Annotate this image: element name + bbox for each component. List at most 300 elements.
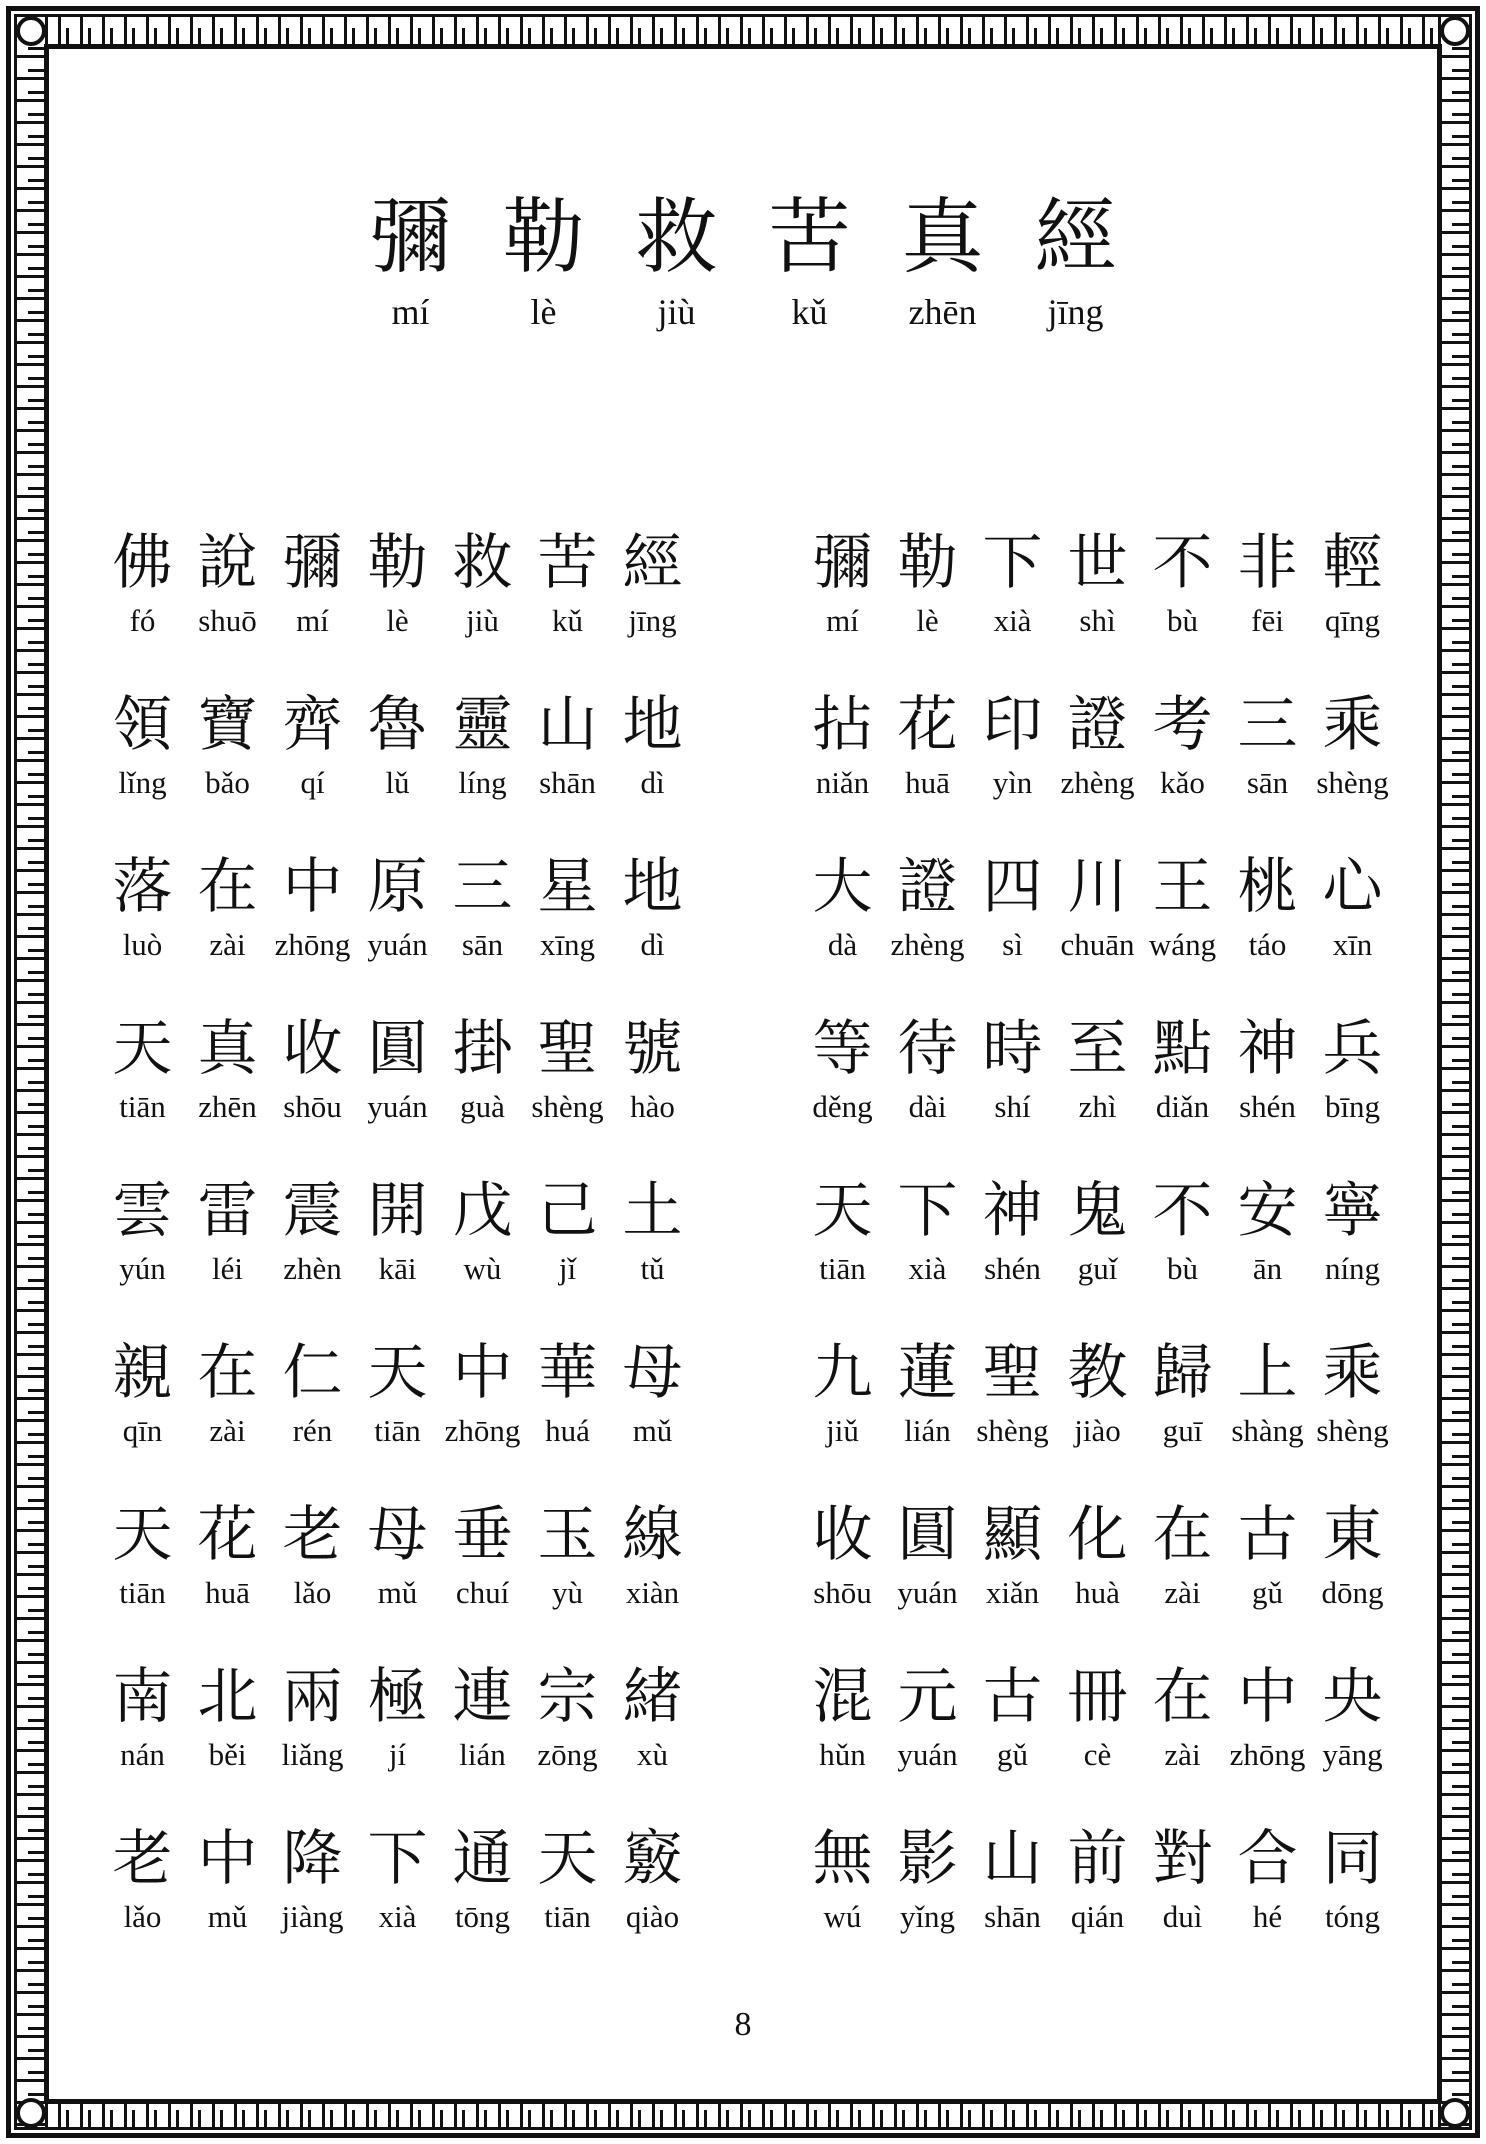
pinyin-syllable: níng xyxy=(1324,1251,1381,1286)
pinyin-syllable: huā xyxy=(205,1575,250,1610)
pinyin-syllable: lè xyxy=(386,603,409,638)
verse-right xyxy=(800,525,1400,687)
pinyin-syllable: wù xyxy=(463,1251,502,1286)
verse-pinyin xyxy=(100,1735,700,1775)
verse-characters xyxy=(100,1821,700,1897)
verse-characters xyxy=(800,1659,1400,1735)
verse-character: 己 xyxy=(537,1176,598,1246)
verse-character: 冊 xyxy=(1067,1662,1128,1732)
title-character: 勒 xyxy=(502,190,585,285)
title-pinyin-syllable: kǔ xyxy=(791,292,828,332)
verse-pinyin xyxy=(100,763,700,803)
verse-character: 北 xyxy=(197,1662,258,1732)
verse-character: 央 xyxy=(1322,1662,1383,1732)
pinyin-syllable: zhèng xyxy=(890,927,965,962)
verse-character: 王 xyxy=(1152,852,1213,922)
verse-character: 至 xyxy=(1067,1014,1128,1084)
pinyin-syllable: bù xyxy=(1167,603,1198,638)
pinyin-syllable: tiān xyxy=(374,1413,421,1448)
pinyin-syllable: luò xyxy=(122,927,163,962)
verse-character: 降 xyxy=(282,1824,343,1894)
verse-character: 乘 xyxy=(1322,1338,1383,1408)
pinyin-syllable: zōng xyxy=(537,1737,598,1772)
verse-character: 極 xyxy=(367,1662,428,1732)
verse-right xyxy=(800,1011,1400,1173)
verse-character: 雷 xyxy=(197,1176,258,1246)
pinyin-syllable: ān xyxy=(1252,1251,1283,1286)
verse-character: 下 xyxy=(982,528,1043,598)
pinyin-syllable: dà xyxy=(827,927,858,962)
verse-character: 印 xyxy=(982,690,1043,760)
verse-characters xyxy=(100,525,700,601)
verse-character: 花 xyxy=(197,1500,258,1570)
verse-characters xyxy=(800,525,1400,601)
pinyin-syllable: fó xyxy=(129,603,156,638)
verse-character: 下 xyxy=(897,1176,958,1246)
pinyin-syllable: sān xyxy=(1246,765,1289,800)
verse-character: 神 xyxy=(1237,1014,1298,1084)
verse-character: 不 xyxy=(1152,528,1213,598)
pinyin-syllable: yuán xyxy=(897,1737,958,1772)
pinyin-syllable: tǔ xyxy=(640,1251,665,1286)
pinyin-syllable: wú xyxy=(823,1899,862,1934)
pinyin-syllable: jiǔ xyxy=(826,1413,859,1448)
pinyin-syllable: lǎo xyxy=(123,1899,162,1934)
pinyin-syllable: xīng xyxy=(539,927,596,962)
verse-left xyxy=(100,1335,700,1497)
pinyin-syllable: tiān xyxy=(544,1899,591,1934)
verse-character: 世 xyxy=(1067,528,1128,598)
pinyin-syllable: zài xyxy=(1164,1737,1201,1772)
verse-character: 證 xyxy=(1067,690,1128,760)
pinyin-syllable: zhōng xyxy=(1229,1737,1306,1772)
verse-character: 彌 xyxy=(812,528,873,598)
verse-character: 證 xyxy=(897,852,958,922)
pinyin-syllable: xīn xyxy=(1332,927,1373,962)
verse-character: 玉 xyxy=(537,1500,598,1570)
verse-character: 對 xyxy=(1152,1824,1213,1894)
pinyin-syllable: líng xyxy=(458,765,507,800)
verse-character: 川 xyxy=(1067,852,1128,922)
verse-pinyin xyxy=(100,1573,700,1613)
verse-right xyxy=(800,849,1400,1011)
pinyin-syllable: tiān xyxy=(119,1575,166,1610)
verse-character: 落 xyxy=(112,852,173,922)
border-top-band xyxy=(14,14,1472,48)
pinyin-syllable: yāng xyxy=(1322,1737,1383,1772)
pinyin-syllable: yuán xyxy=(897,1575,958,1610)
verse-row xyxy=(100,1335,1400,1497)
pinyin-syllable: tiān xyxy=(119,1089,166,1124)
pinyin-syllable: zhèng xyxy=(1060,765,1135,800)
verse-characters xyxy=(800,1335,1400,1411)
pinyin-syllable: shān xyxy=(984,1899,1041,1934)
title-character: 真 xyxy=(901,190,984,285)
verse-character: 天 xyxy=(112,1500,173,1570)
pinyin-syllable: wáng xyxy=(1148,927,1217,962)
verse-character: 無 xyxy=(812,1824,873,1894)
verse-pinyin xyxy=(100,1249,700,1289)
pinyin-syllable: shí xyxy=(994,1089,1031,1124)
pinyin-syllable: shèng xyxy=(976,1413,1049,1448)
pinyin-syllable: shèng xyxy=(1316,765,1389,800)
verse-characters xyxy=(100,1173,700,1249)
pinyin-syllable: gǔ xyxy=(997,1737,1028,1772)
verse-character: 四 xyxy=(982,852,1043,922)
pinyin-syllable: xiǎn xyxy=(985,1575,1040,1610)
verse-row xyxy=(100,687,1400,849)
pinyin-syllable: nán xyxy=(120,1737,165,1772)
verse-character: 化 xyxy=(1067,1500,1128,1570)
verse-character: 上 xyxy=(1237,1338,1298,1408)
pinyin-syllable: shàng xyxy=(1231,1413,1304,1448)
verse-character: 老 xyxy=(112,1824,173,1894)
pinyin-syllable: shān xyxy=(539,765,596,800)
verse-right xyxy=(800,1659,1400,1821)
pinyin-syllable: zhōng xyxy=(444,1413,521,1448)
verse-character: 星 xyxy=(537,852,598,922)
pinyin-syllable: duì xyxy=(1162,1899,1203,1934)
pinyin-syllable: cè xyxy=(1083,1737,1112,1772)
verse-pinyin xyxy=(800,925,1400,965)
verse-pinyin xyxy=(100,1087,700,1127)
verse-character: 原 xyxy=(367,852,428,922)
verse-character: 山 xyxy=(982,1824,1043,1894)
verse-character: 三 xyxy=(1237,690,1298,760)
pinyin-syllable: sì xyxy=(1002,927,1023,962)
verse-character: 圓 xyxy=(367,1014,428,1084)
verse-character: 在 xyxy=(1152,1662,1213,1732)
pinyin-syllable: děng xyxy=(812,1089,873,1124)
verse-left xyxy=(100,849,700,1011)
pinyin-syllable: qián xyxy=(1070,1899,1125,1934)
scripture-title xyxy=(0,190,1486,334)
verse-characters xyxy=(100,1659,700,1735)
verse-character: 領 xyxy=(112,690,173,760)
verse-characters xyxy=(800,1821,1400,1897)
pinyin-syllable: diǎn xyxy=(1155,1089,1210,1124)
verse-left xyxy=(100,1173,700,1335)
verse-character: 垂 xyxy=(452,1500,513,1570)
verse-character: 齊 xyxy=(282,690,343,760)
verse-character: 地 xyxy=(622,852,683,922)
verse-left xyxy=(100,1497,700,1659)
pinyin-syllable: hǔn xyxy=(819,1737,866,1772)
verse-character: 中 xyxy=(452,1338,513,1408)
verse-characters xyxy=(800,849,1400,925)
pinyin-syllable: sān xyxy=(461,927,504,962)
verse-row xyxy=(100,1659,1400,1821)
verse-right xyxy=(800,1497,1400,1659)
title-character: 苦 xyxy=(768,190,851,285)
pinyin-syllable: mí xyxy=(826,603,859,638)
pinyin-syllable: lián xyxy=(459,1737,506,1772)
verse-character: 寧 xyxy=(1322,1176,1383,1246)
title-character: 救 xyxy=(635,190,718,285)
border-corner-ornament xyxy=(1440,16,1470,46)
verse-row xyxy=(100,1497,1400,1659)
pinyin-syllable: yuán xyxy=(367,927,428,962)
verse-character: 救 xyxy=(452,528,513,598)
pinyin-syllable: huā xyxy=(905,765,950,800)
title-character: 經 xyxy=(1034,190,1117,285)
verse-character: 考 xyxy=(1152,690,1213,760)
pinyin-syllable: yǐng xyxy=(899,1899,956,1934)
verse-characters xyxy=(100,849,700,925)
verse-pinyin xyxy=(800,1735,1400,1775)
pinyin-syllable: lǎo xyxy=(293,1575,332,1610)
verse-character: 靈 xyxy=(452,690,513,760)
verse-character: 古 xyxy=(1237,1500,1298,1570)
pinyin-syllable: yuán xyxy=(367,1089,428,1124)
verse-character: 天 xyxy=(367,1338,428,1408)
verse-character: 同 xyxy=(1322,1824,1383,1894)
pinyin-syllable: jiào xyxy=(1074,1413,1121,1448)
verse-character: 合 xyxy=(1237,1824,1298,1894)
verse-character: 掛 xyxy=(452,1014,513,1084)
title-pinyin-syllable: jīng xyxy=(1047,292,1104,332)
verse-character: 桃 xyxy=(1237,852,1298,922)
pinyin-syllable: xù xyxy=(637,1737,668,1772)
verse-character: 線 xyxy=(622,1500,683,1570)
verse-pinyin xyxy=(800,1573,1400,1613)
pinyin-syllable: zhèn xyxy=(283,1251,342,1286)
title-pinyin-syllable: lè xyxy=(530,292,557,332)
title-pinyin-syllable: jiù xyxy=(657,292,696,332)
verse-character: 天 xyxy=(812,1176,873,1246)
pinyin-syllable: shōu xyxy=(813,1575,872,1610)
verse-character: 輕 xyxy=(1322,528,1383,598)
verse-characters xyxy=(100,1011,700,1087)
border-corner-ornament xyxy=(16,16,46,46)
verse-character: 魯 xyxy=(367,690,428,760)
verse-character: 聖 xyxy=(982,1338,1043,1408)
verse-character: 前 xyxy=(1067,1824,1128,1894)
pinyin-syllable: xià xyxy=(908,1251,947,1286)
pinyin-syllable: mí xyxy=(296,603,329,638)
verse-row xyxy=(100,849,1400,1011)
pinyin-syllable: yìn xyxy=(992,765,1033,800)
verse-character: 南 xyxy=(112,1662,173,1732)
verse-character: 收 xyxy=(282,1014,343,1084)
pinyin-syllable: hào xyxy=(630,1089,675,1124)
verse-character: 非 xyxy=(1237,528,1298,598)
verse-character: 山 xyxy=(537,690,598,760)
pinyin-syllable: guà xyxy=(460,1089,505,1124)
pinyin-syllable: lián xyxy=(904,1413,951,1448)
pinyin-syllable: niǎn xyxy=(815,765,870,800)
pinyin-syllable: qí xyxy=(300,765,325,800)
verse-character: 真 xyxy=(197,1014,258,1084)
pinyin-syllable: qīng xyxy=(1324,603,1381,638)
verse-character: 圓 xyxy=(897,1500,958,1570)
pinyin-syllable: shuō xyxy=(198,603,257,638)
pinyin-syllable: zài xyxy=(1164,1575,1201,1610)
pinyin-syllable: mǔ xyxy=(207,1899,248,1934)
verse-characters xyxy=(100,1497,700,1573)
verse-pinyin xyxy=(800,1897,1400,1937)
verse-character: 在 xyxy=(1152,1500,1213,1570)
verse-pinyin xyxy=(100,1411,700,1451)
verse-right xyxy=(800,1173,1400,1335)
verse-characters xyxy=(800,1497,1400,1573)
verse-left xyxy=(100,1659,700,1821)
verse-character: 母 xyxy=(622,1338,683,1408)
pinyin-syllable: gǔ xyxy=(1252,1575,1283,1610)
pinyin-syllable: shèng xyxy=(1316,1413,1389,1448)
verse-character: 花 xyxy=(897,690,958,760)
pinyin-syllable: táo xyxy=(1248,927,1287,962)
verse-character: 不 xyxy=(1152,1176,1213,1246)
pinyin-syllable: dì xyxy=(640,765,665,800)
pinyin-syllable: dài xyxy=(908,1089,947,1124)
verse-character: 寶 xyxy=(197,690,258,760)
verse-character: 苦 xyxy=(537,528,598,598)
verse-character: 等 xyxy=(812,1014,873,1084)
verse-left xyxy=(100,687,700,849)
verse-characters xyxy=(100,1335,700,1411)
verse-character: 母 xyxy=(367,1500,428,1570)
verse-character: 竅 xyxy=(622,1824,683,1894)
verse-character: 勒 xyxy=(897,528,958,598)
title-pinyin-syllable: zhēn xyxy=(908,292,977,332)
pinyin-syllable: yún xyxy=(119,1251,166,1286)
verse-character: 神 xyxy=(982,1176,1043,1246)
pinyin-syllable: lǔ xyxy=(385,765,410,800)
pinyin-syllable: rén xyxy=(292,1413,333,1448)
pinyin-syllable: xiàn xyxy=(625,1575,680,1610)
verse-row xyxy=(100,1821,1400,1983)
pinyin-syllable: shén xyxy=(984,1251,1041,1286)
verse-left xyxy=(100,525,700,687)
title-character: 彌 xyxy=(369,190,452,285)
verse-character: 天 xyxy=(537,1824,598,1894)
verse-character: 老 xyxy=(282,1500,343,1570)
verse-pinyin xyxy=(100,1897,700,1937)
verse-character: 仁 xyxy=(282,1338,343,1408)
page-number: 8 xyxy=(734,2006,752,2043)
verse-row xyxy=(100,1173,1400,1335)
pinyin-syllable: hé xyxy=(1252,1899,1283,1934)
verse-right xyxy=(800,687,1400,849)
verse-character: 兵 xyxy=(1322,1014,1383,1084)
title-pinyin xyxy=(0,286,1486,334)
pinyin-syllable: dōng xyxy=(1321,1575,1384,1610)
verse-characters xyxy=(100,687,700,763)
pinyin-syllable: huà xyxy=(1075,1575,1120,1610)
verse-character: 混 xyxy=(812,1662,873,1732)
verse-character: 歸 xyxy=(1152,1338,1213,1408)
verse-characters xyxy=(800,1011,1400,1087)
verse-characters xyxy=(800,1173,1400,1249)
verse-pinyin xyxy=(800,601,1400,641)
pinyin-syllable: bǎo xyxy=(205,765,250,800)
verse-character: 彌 xyxy=(282,528,343,598)
border-corner-ornament xyxy=(16,2098,46,2128)
verse-character: 地 xyxy=(622,690,683,760)
verse-character: 九 xyxy=(812,1338,873,1408)
pinyin-syllable: kǔ xyxy=(552,603,583,638)
verse-row xyxy=(100,525,1400,687)
verse-character: 天 xyxy=(112,1014,173,1084)
verse-character: 待 xyxy=(897,1014,958,1084)
verse-character: 在 xyxy=(197,1338,258,1408)
verse-character: 顯 xyxy=(982,1500,1043,1570)
verse-character: 聖 xyxy=(537,1014,598,1084)
verse-character: 兩 xyxy=(282,1662,343,1732)
verse-pinyin xyxy=(800,1087,1400,1127)
pinyin-syllable: zhì xyxy=(1078,1089,1117,1124)
pinyin-syllable: zhēn xyxy=(198,1089,257,1124)
pinyin-syllable: fēi xyxy=(1251,603,1284,638)
pinyin-syllable: qīn xyxy=(122,1413,163,1448)
verse-character: 戊 xyxy=(452,1176,513,1246)
pinyin-syllable: shōu xyxy=(283,1089,342,1124)
pinyin-syllable: tóng xyxy=(1324,1899,1381,1934)
verse-pinyin xyxy=(800,1411,1400,1451)
verse-character: 華 xyxy=(537,1338,598,1408)
pinyin-syllable: kǎo xyxy=(1160,765,1205,800)
verse-character: 影 xyxy=(897,1824,958,1894)
verse-character: 中 xyxy=(1237,1662,1298,1732)
pinyin-syllable: shén xyxy=(1239,1089,1296,1124)
verse-character: 在 xyxy=(197,852,258,922)
verse-left xyxy=(100,1821,700,1983)
verse-character: 點 xyxy=(1152,1014,1213,1084)
verse-character: 東 xyxy=(1322,1500,1383,1570)
verse-right xyxy=(800,1821,1400,1983)
verse-character: 時 xyxy=(982,1014,1043,1084)
pinyin-syllable: mǔ xyxy=(377,1575,418,1610)
verse-character: 宗 xyxy=(537,1662,598,1732)
verse-pinyin xyxy=(800,763,1400,803)
verse-character: 經 xyxy=(622,528,683,598)
verse-character: 中 xyxy=(282,852,343,922)
pinyin-syllable: zhōng xyxy=(274,927,351,962)
verse-character: 雲 xyxy=(112,1176,173,1246)
verse-character: 土 xyxy=(622,1176,683,1246)
pinyin-syllable: jīng xyxy=(628,603,677,638)
verse-row xyxy=(100,1011,1400,1173)
verse-character: 拈 xyxy=(812,690,873,760)
pinyin-syllable: zài xyxy=(209,927,246,962)
pinyin-syllable: jǐ xyxy=(558,1251,577,1286)
pinyin-syllable: zài xyxy=(209,1413,246,1448)
pinyin-syllable: lǐng xyxy=(118,765,167,800)
verse-characters xyxy=(800,687,1400,763)
pinyin-syllable: guǐ xyxy=(1077,1251,1118,1286)
verse-character: 號 xyxy=(622,1014,683,1084)
verse-left xyxy=(100,1011,700,1173)
title-pinyin-syllable: mí xyxy=(391,292,430,332)
pinyin-syllable: mǔ xyxy=(632,1413,673,1448)
verse-grid xyxy=(100,525,1400,1983)
pinyin-syllable: kāi xyxy=(378,1251,417,1286)
verse-character: 教 xyxy=(1067,1338,1128,1408)
verse-character: 乘 xyxy=(1322,690,1383,760)
pinyin-syllable: chuí xyxy=(455,1575,510,1610)
pinyin-syllable: yù xyxy=(552,1575,583,1610)
pinyin-syllable: jí xyxy=(388,1737,407,1772)
pinyin-syllable: shì xyxy=(1079,603,1116,638)
pinyin-syllable: bīng xyxy=(1324,1089,1381,1124)
pinyin-syllable: xià xyxy=(993,603,1032,638)
pinyin-syllable: lè xyxy=(916,603,939,638)
pinyin-syllable: běi xyxy=(208,1737,247,1772)
verse-character: 元 xyxy=(897,1662,958,1732)
pinyin-syllable: bù xyxy=(1167,1251,1198,1286)
verse-character: 安 xyxy=(1237,1176,1298,1246)
